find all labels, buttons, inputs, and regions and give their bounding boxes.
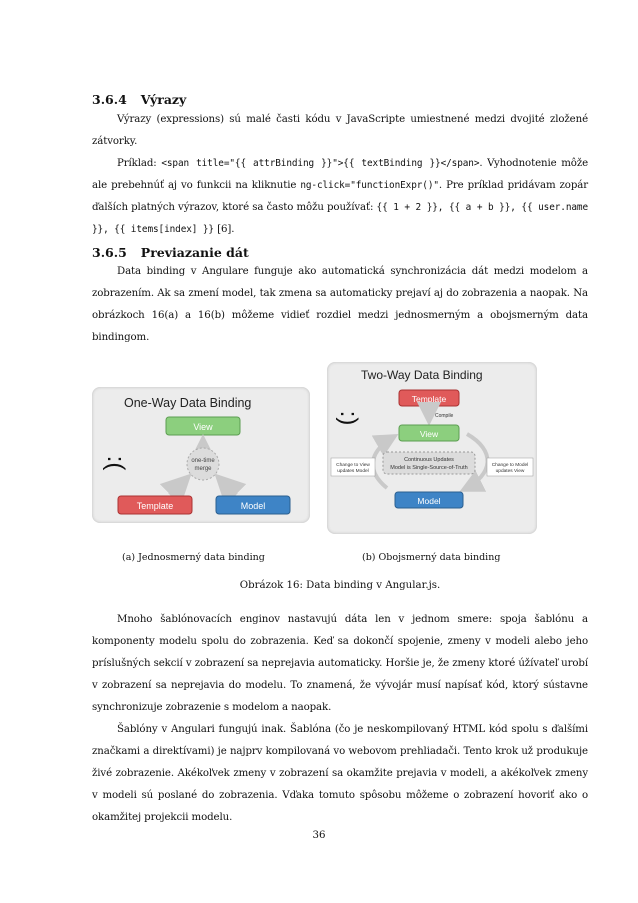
subcaption-b: (b) Obojsmerný data binding <box>362 552 501 563</box>
subcaption-a: (a) Jednosmerný data binding <box>122 552 265 563</box>
section-number: 3.6.4 <box>92 92 127 107</box>
figure-one-way <box>92 387 310 523</box>
view-label: View <box>419 429 439 439</box>
left-note-2: updates Model <box>337 469 369 474</box>
section-number: 3.6.5 <box>92 245 127 260</box>
model-label: Model <box>417 496 441 506</box>
paragraph-angular-templates: Šablóny v Angulari fungujú inak. Šablóna (čo je neskompilovaný HTML kód spolu s ďalšími značkami a direktívami) je najprv kompilovaná vo webovom prehliadači. Tento krok už produkuje živé zobrazenie. Akékoľvek zmeny v zobrazení sa okamžite prejavia v modeli, a akékoľvek zmeny v modeli sú poslané do zobrazenia. Vďaka tomuto spôsobu môžeme o zobrazení hovoriť ako o okamžitej projekcii modelu. <box>92 724 588 823</box>
paragraph-expressions-intro: Výrazy (expressions) sú malé časti kódu v JavaScripte umiestnené medzi dvojité zložené zátvorky. <box>92 114 588 147</box>
happy-face-icon <box>335 411 362 426</box>
figure-two-way <box>327 362 537 534</box>
continuous-label-1: Continuous Updates <box>404 457 454 463</box>
figure-16 <box>92 362 588 563</box>
arrow-model-to-merge <box>218 477 236 495</box>
figure-caption: Obrázok 16: Data binding v Angular.js. <box>239 580 441 591</box>
section-title: Previazanie dát <box>140 245 249 260</box>
sad-face-text: :( <box>102 455 129 471</box>
example-text-c: . Pre príklad pridávam zopár ďalších platných výrazov, ktoré sa často môžu používať: <box>92 180 588 213</box>
template-label: Template <box>136 501 174 511</box>
example-text-a: Príklad: <box>117 158 162 169</box>
paragraph-expressions-example <box>92 153 588 241</box>
template-label: Template <box>411 394 447 404</box>
code-span-example: <span title="{{ attrBinding }}">{{ textBinding }}</span> <box>161 158 480 169</box>
paragraph-template-engines: Mnoho šablónovacích enginov nastavujú dáta len v jednom smere: spoja šablónu a komponenty modelu spolu do zobrazenia. Keď sa dokončí spojenie, zmeny v modeli alebo jeho príslušných sekcií v zobrazení sa neprejavia automaticky. Horšie je, že zmeny ktoré úžívateľ urobí v zobrazení sa neprejavia do modelu. To znamená, že vývojár musí napísať kód, ktorý sústavne synchronizuje zobrazenie s modelom a naopak. <box>92 614 588 713</box>
code-expressions: {{ 1 + 2 }}, {{ a + b }}, {{ user.name }}, {{ items[index] }} <box>92 202 589 235</box>
compile-label: Compile <box>435 413 454 419</box>
merge-circle <box>187 448 219 480</box>
section-heading-3-6-5 <box>92 245 588 260</box>
two-way-title: Two-Way Data Binding <box>361 368 483 382</box>
continuous-label-2: Model is Single-Source-of-Truth <box>390 465 468 471</box>
left-note-1: Change to View <box>336 463 370 468</box>
one-way-title: One-Way Data Binding <box>124 396 252 410</box>
page-body <box>92 92 588 829</box>
happy-face-text: :) <box>335 410 362 426</box>
right-note-1: Change to Model <box>491 463 529 468</box>
right-note-2: updates View <box>495 469 525 474</box>
merge-label-2: merge <box>194 466 212 472</box>
page-number: 36 <box>312 830 326 841</box>
arrow-template-to-merge <box>170 477 188 495</box>
sad-face-icon <box>102 456 129 471</box>
paragraph-data-binding: Data binding v Angulare funguje ako automatická synchronizácia dát medzi modelom a zobrazením. Ak sa zmení model, tak zmena sa automaticky prejaví aj do zobrazenia a naopak. Na obrázkoch 16(a) a 16(b) môžeme vidieť rozdiel medzi jednosmerným a obojsmerným data bindingom. <box>92 266 588 343</box>
section-heading-3-6-4 <box>92 92 588 107</box>
example-text-d: [6]. <box>213 224 235 235</box>
section-title: Výrazy <box>140 92 187 107</box>
one-way-diagram <box>92 387 310 523</box>
two-way-diagram <box>327 362 537 534</box>
code-ng-click: ng-click="functionExpr()" <box>300 180 439 191</box>
example-text-b: . Vyhodnotenie môže ale prebehnúť aj vo funkcii na kliknutie <box>92 158 589 191</box>
view-label: View <box>193 422 213 432</box>
merge-label-1: one-time <box>191 458 215 464</box>
model-label: Model <box>240 501 266 511</box>
